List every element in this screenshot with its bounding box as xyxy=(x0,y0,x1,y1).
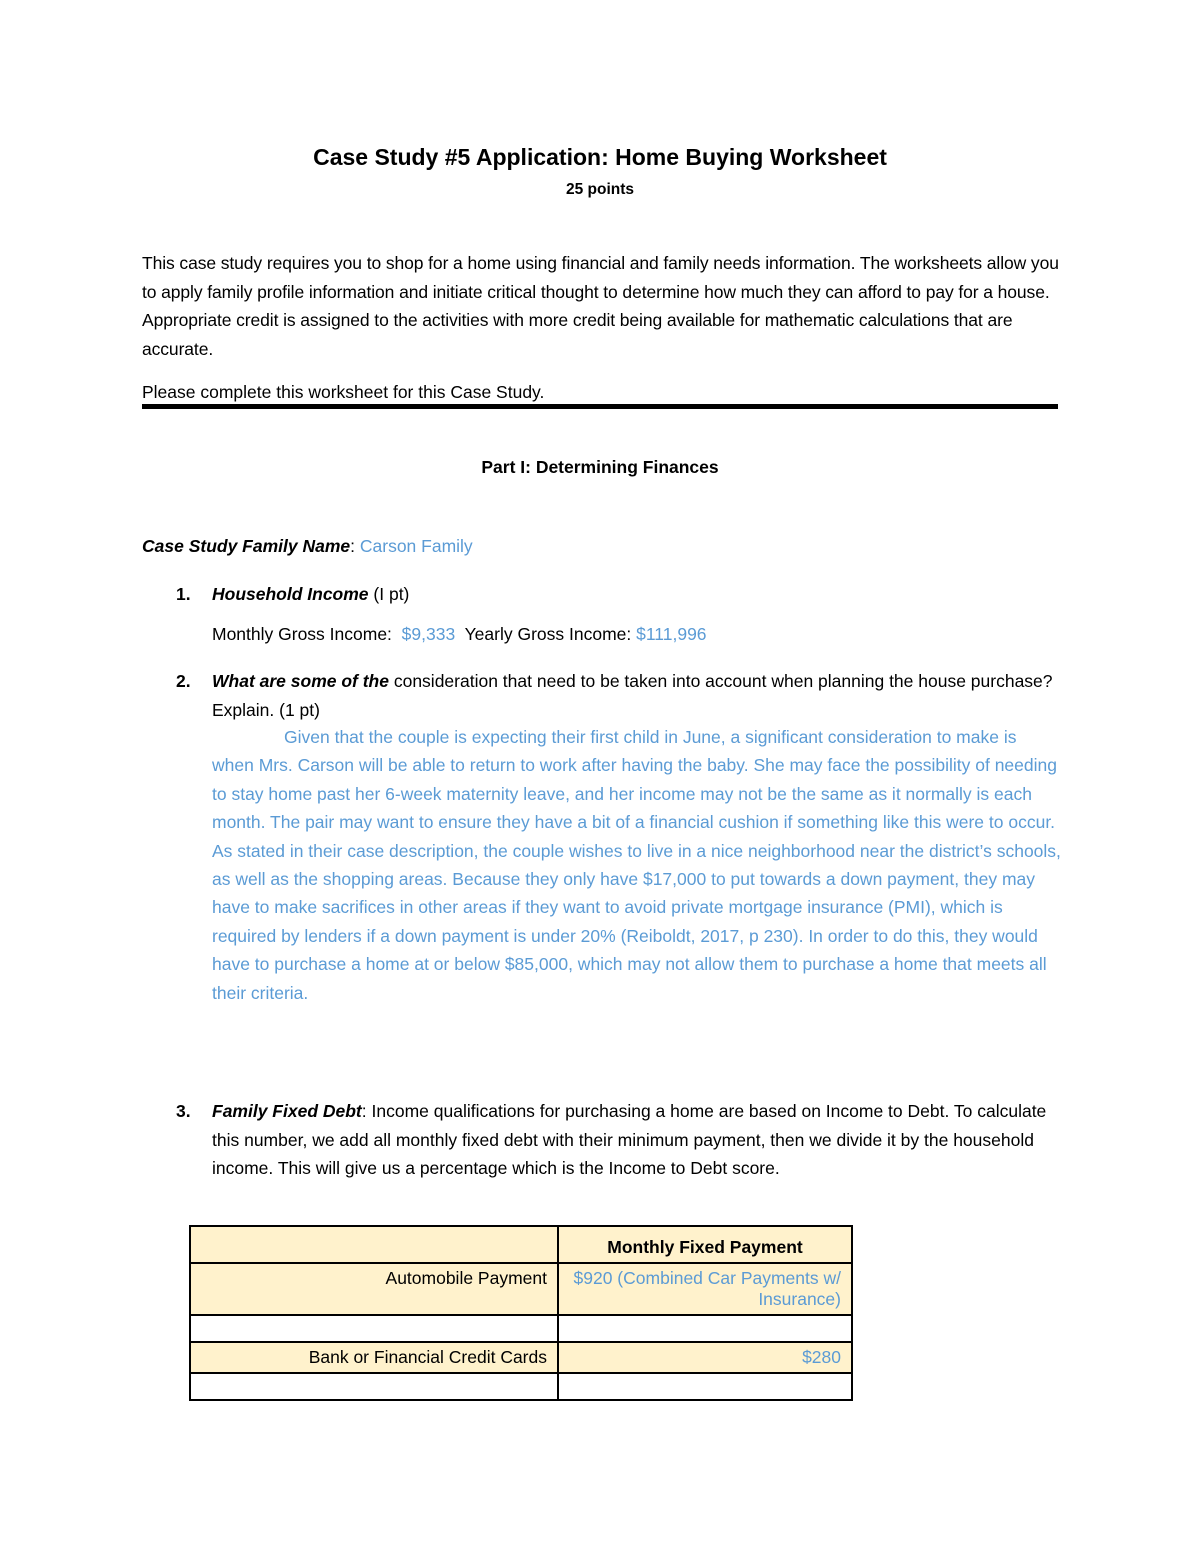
table-row xyxy=(190,1263,852,1315)
question-number: 3. xyxy=(176,1101,191,1121)
question-label: What are some of the xyxy=(212,671,389,691)
question-number: 1. xyxy=(176,584,191,604)
table-header-row xyxy=(190,1226,852,1263)
question-2 xyxy=(176,667,1056,724)
question-number: 2. xyxy=(176,671,191,691)
table-value-cell xyxy=(558,1373,852,1400)
family-name-sep: : xyxy=(350,536,360,556)
question-text: Income qualifications for purchasing a home are based on Income to Debt. To calculate this number, we add all monthly fixed debt with their minimum payment, then we divide it by the household income. This will give us a percentage which is the Income to Debt score. xyxy=(212,1101,1047,1178)
table-header-blank xyxy=(190,1226,558,1263)
intro-paragraph: This case study requires you to shop for a home using financial and family needs information. The worksheets allow you to apply family profile information and initiate critical thought to determine how much they can afford to pay for a house. Appropriate credit is assigned to the activities with more credit being available for mathematic calculations that are accurate. xyxy=(142,253,1059,359)
yearly-income-label: Yearly Gross Income: xyxy=(464,624,632,644)
table-label-cell xyxy=(190,1315,558,1342)
table-label-cell xyxy=(190,1373,558,1400)
table-row xyxy=(190,1342,852,1373)
question-text: consideration that need to be taken into account when planning the house purchase? Explain. (1 pt) xyxy=(212,671,1053,720)
part-heading: Part I: Determining Finances xyxy=(481,457,719,477)
family-name-value: Carson Family xyxy=(359,536,473,556)
family-name-label: Case Study Family Name xyxy=(142,536,351,556)
table-row xyxy=(190,1315,852,1342)
table-row xyxy=(190,1373,852,1400)
table-label-cell: Bank or Financial Credit Cards xyxy=(190,1342,558,1373)
monthly-income-value: $9,333 xyxy=(401,624,456,644)
income-line xyxy=(212,624,707,645)
table-value-cell: $920 (Combined Car Payments w/ Insurance) xyxy=(558,1263,852,1315)
fixed-debt-table xyxy=(189,1225,853,1401)
question-3 xyxy=(176,1097,1056,1183)
question-1 xyxy=(176,580,1056,609)
table-value-cell: $280 xyxy=(558,1342,852,1373)
page-title: Case Study #5 Application: Home Buying Worksheet xyxy=(313,144,887,170)
answer-text: Given that the couple is expecting their first child in June, a significant consideration to make is when Mrs. Carson will be able to return to work after having the baby. She may face the possibility of needing to stay home past her 6-week maternity leave, and her income may not be the same as it normally is each month. The pair may want to ensure they have a bit of a financial cushion if something like this were to occur. As stated in their case description, the couple wishes to live in a nice neighborhood near the district’s schools, as well as the shopping areas. Because they only have $17,000 to put towards a down payment, they may have to make sacrifices in other areas if they want to avoid private mortgage insurance (PMI), which is required by lenders if a down payment is under 20% (Reiboldt, 2017, p 230). In order to do this, they would have to purchase a home at or below $85,000, which may not allow them to purchase a home that meets all their criteria. xyxy=(212,727,1061,1003)
points-subtitle: 25 points xyxy=(565,181,635,198)
monthly-income-label: Monthly Gross Income: xyxy=(212,624,392,644)
question-label: Household Income xyxy=(212,584,369,604)
divider-rule xyxy=(142,404,1058,409)
table-label-cell: Automobile Payment xyxy=(190,1263,558,1315)
family-name-line xyxy=(142,536,473,557)
table-value-cell xyxy=(558,1315,852,1342)
question-label: Family Fixed Debt xyxy=(212,1101,362,1121)
table-header-cell: Monthly Fixed Payment xyxy=(558,1226,852,1263)
question-sep: : xyxy=(361,1101,372,1121)
instruction-line: Please complete this worksheet for this Case Study. xyxy=(142,382,545,402)
question-suffix: (I pt) xyxy=(368,584,410,604)
yearly-income-value: $111,996 xyxy=(636,624,707,644)
